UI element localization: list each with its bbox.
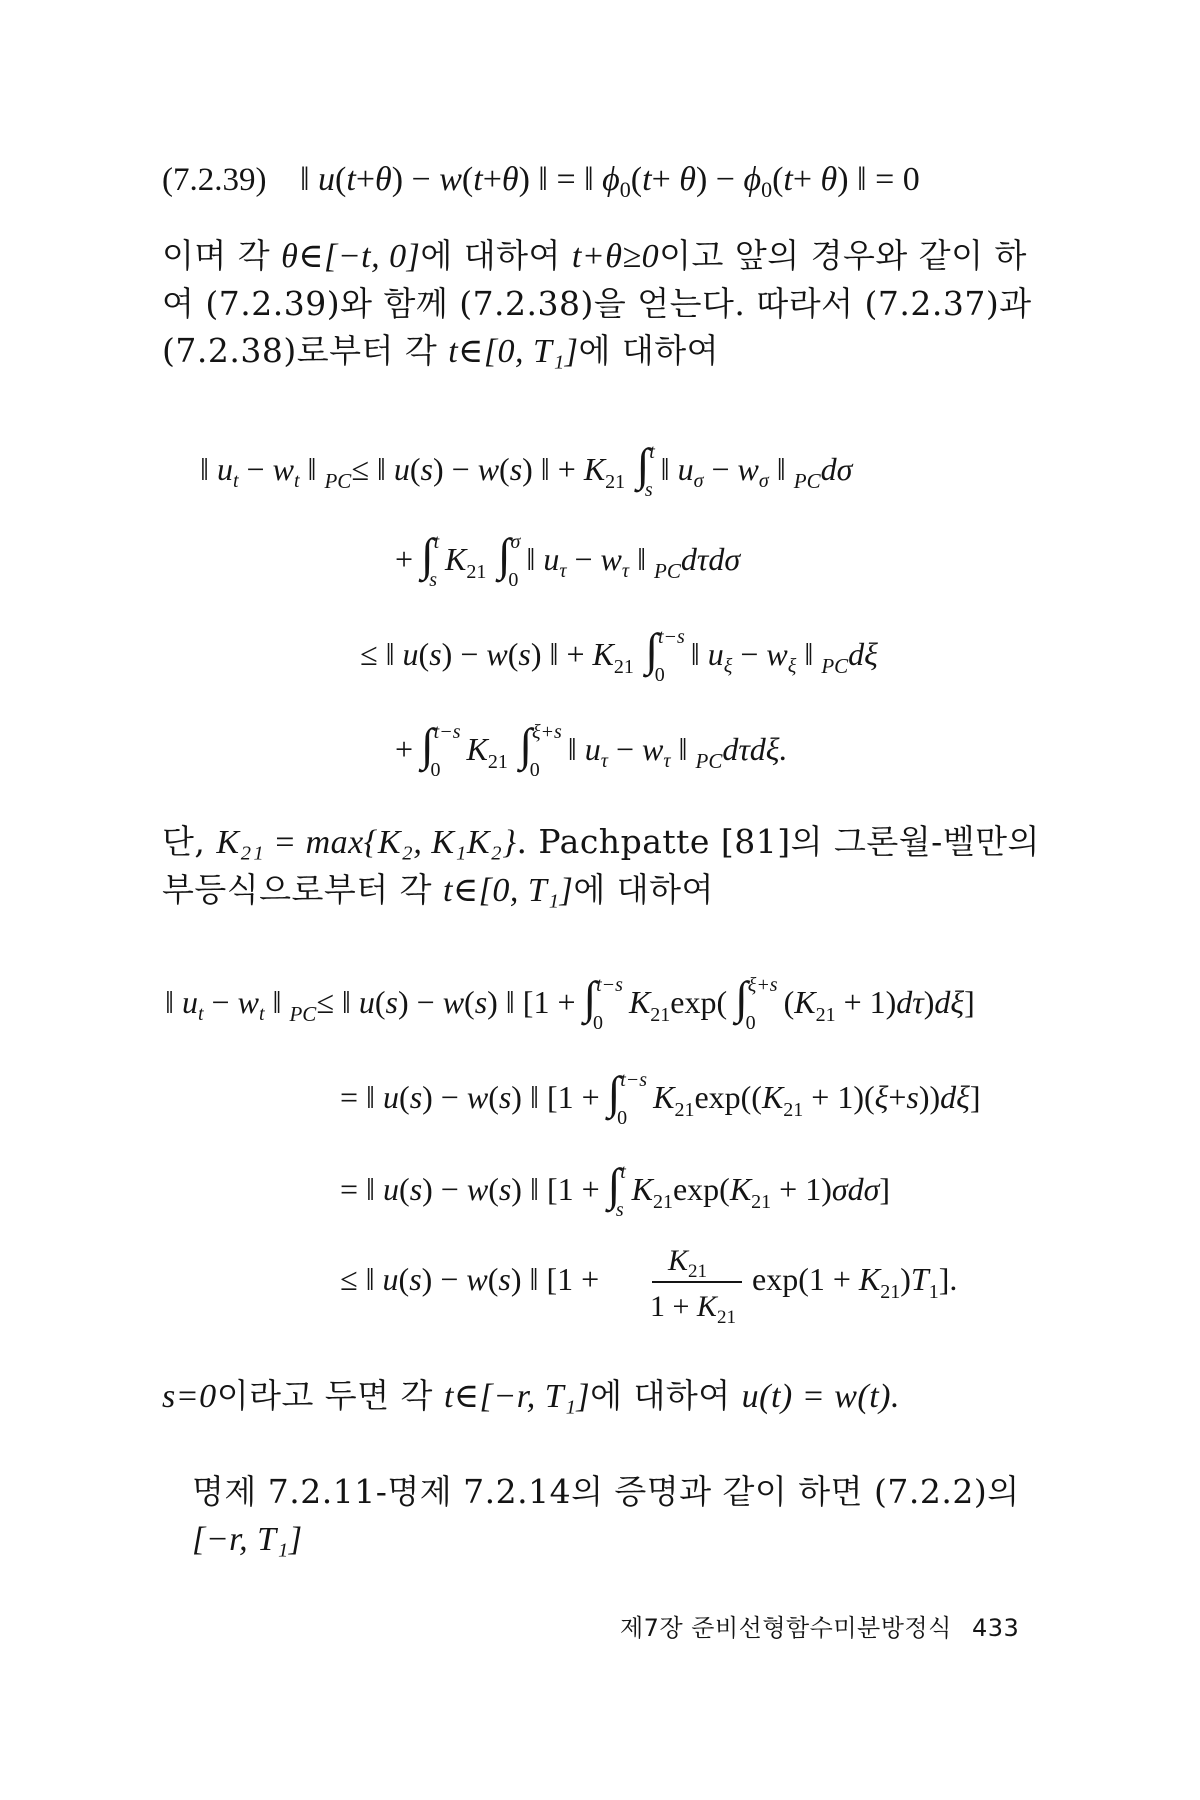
page-footer (620, 1608, 1019, 1643)
para1-text-4: 에 대하여 (578, 331, 720, 370)
para4-math-1: [−r, T₁] (192, 1521, 303, 1558)
para3-math-2: t∈[−r, T₁] (443, 1378, 591, 1415)
para3-math-3: u(t) = w(t). (741, 1378, 900, 1415)
fraction-numerator: $K_{21}$ (668, 1244, 708, 1282)
display1-line1: ‖ $u_t - w_t$ ‖ $_{PC}$≤ ‖ u(s) − w(s) ‖ + $K_{21}$ ∫$^t$ s ‖ $u_\sigma - w_\sigma$ ‖ $_{PC}$dσ (200, 439, 853, 501)
para1-math-1: θ∈[−t, 0] (281, 238, 421, 275)
para3-math-1: s=0 (162, 1378, 217, 1415)
para2-math-1: K₂₁ = max{K₂, K₁K₂} (216, 824, 517, 861)
para1-math-2: t+θ≥0 (571, 238, 660, 275)
display1-line4: + ∫$^{t-s}$ 0 $K_{21}$ ∫$^{\xi+s}$ 0 ‖ $u_\tau - w_\tau$ ‖ $_{PC}$dτdξ. (395, 719, 788, 781)
display2-line2: = ‖ u(s) − w(s) ‖ [1 + ∫$^{t-s}$ 0 $K_{21}\exp((K_{21} + 1)(\xi+s))d\xi$] (340, 1067, 981, 1129)
para1-math-3: t∈[0, T₁] (448, 333, 579, 370)
paragraph-1 (162, 232, 1042, 375)
para4-text-1: 명제 7.2.11-명제 7.2.14의 증명과 같이 하면 (7.2.2)의 (192, 1472, 1020, 1511)
paragraph-4 (192, 1468, 1072, 1563)
footer-chapter: 제7장 준비선형함수미분방정식 (620, 1614, 952, 1642)
equation-7-2-39: ‖ u(t+θ) − w(t+θ) ‖ = ‖ $\phi_0(t+ \theta) - \phi_0(t+ \theta)$ ‖ = 0 (300, 161, 920, 202)
equation-tag: (7.2.39) (162, 162, 267, 198)
fraction-denominator: $1 + K_{21}$ (650, 1290, 736, 1328)
display2-line3: = ‖ u(s) − w(s) ‖ [1 + ∫$^t$ s $K_{21}\exp(K_{21} + 1)\sigma d\sigma$] (340, 1159, 891, 1221)
display1-line3: ≤ ‖ u(s) − w(s) ‖ + $K_{21}$ ∫$^{t-s}$ 0 ‖ $u_\xi - w_\xi$ ‖ $_{PC}$dξ (360, 624, 878, 686)
para1-text-2: 에 대하여 (420, 236, 572, 275)
paragraph-3 (162, 1372, 1042, 1420)
para1-text-3: 이고 앞의 경우와 같이 하여 (7.2.39)와 함께 (7.2.38)을 얻는다. 따라서 (7.2.37)과 (7.2.38)로부터 각 (162, 236, 1032, 370)
display2-line1: ‖ $u_t - w_t$ ‖ $_{PC}$≤ ‖ u(s) − w(s) ‖ [1 + ∫$^{t-s}$ 0 $K_{21}\exp$( ∫$^{\xi+s}$ 0 $(K_{21} + 1)d\tau)d\xi$] (165, 972, 975, 1034)
display2-line4: ≤ ‖ u(s) − w(s) ‖ [1 + (340, 1261, 600, 1297)
para2-text-2: . Pachpatte [81]의 그론월-벨만의 부등식으로부터 각 (162, 822, 1040, 909)
para3-text-2: 에 대하여 (590, 1376, 742, 1415)
display2-line4-tail: $\exp(1 + K_{21})T_1$]. (752, 1261, 958, 1303)
para2-text-1: 단, (162, 822, 217, 861)
para2-math-2: t∈[0, T₁] (443, 872, 574, 909)
para1-text-1: 이며 각 (162, 236, 282, 275)
display1-line2: + ∫$^t$ s $K_{21}$ ∫$^\sigma$ 0 ‖ $u_\tau - w_\tau$ ‖ $_{PC}$dτdσ (395, 529, 741, 591)
para2-text-3: 에 대하여 (573, 870, 714, 909)
page-number: 433 (971, 1614, 1020, 1642)
paragraph-2 (162, 818, 1042, 914)
para3-text-1: 이라고 두면 각 (216, 1376, 444, 1415)
